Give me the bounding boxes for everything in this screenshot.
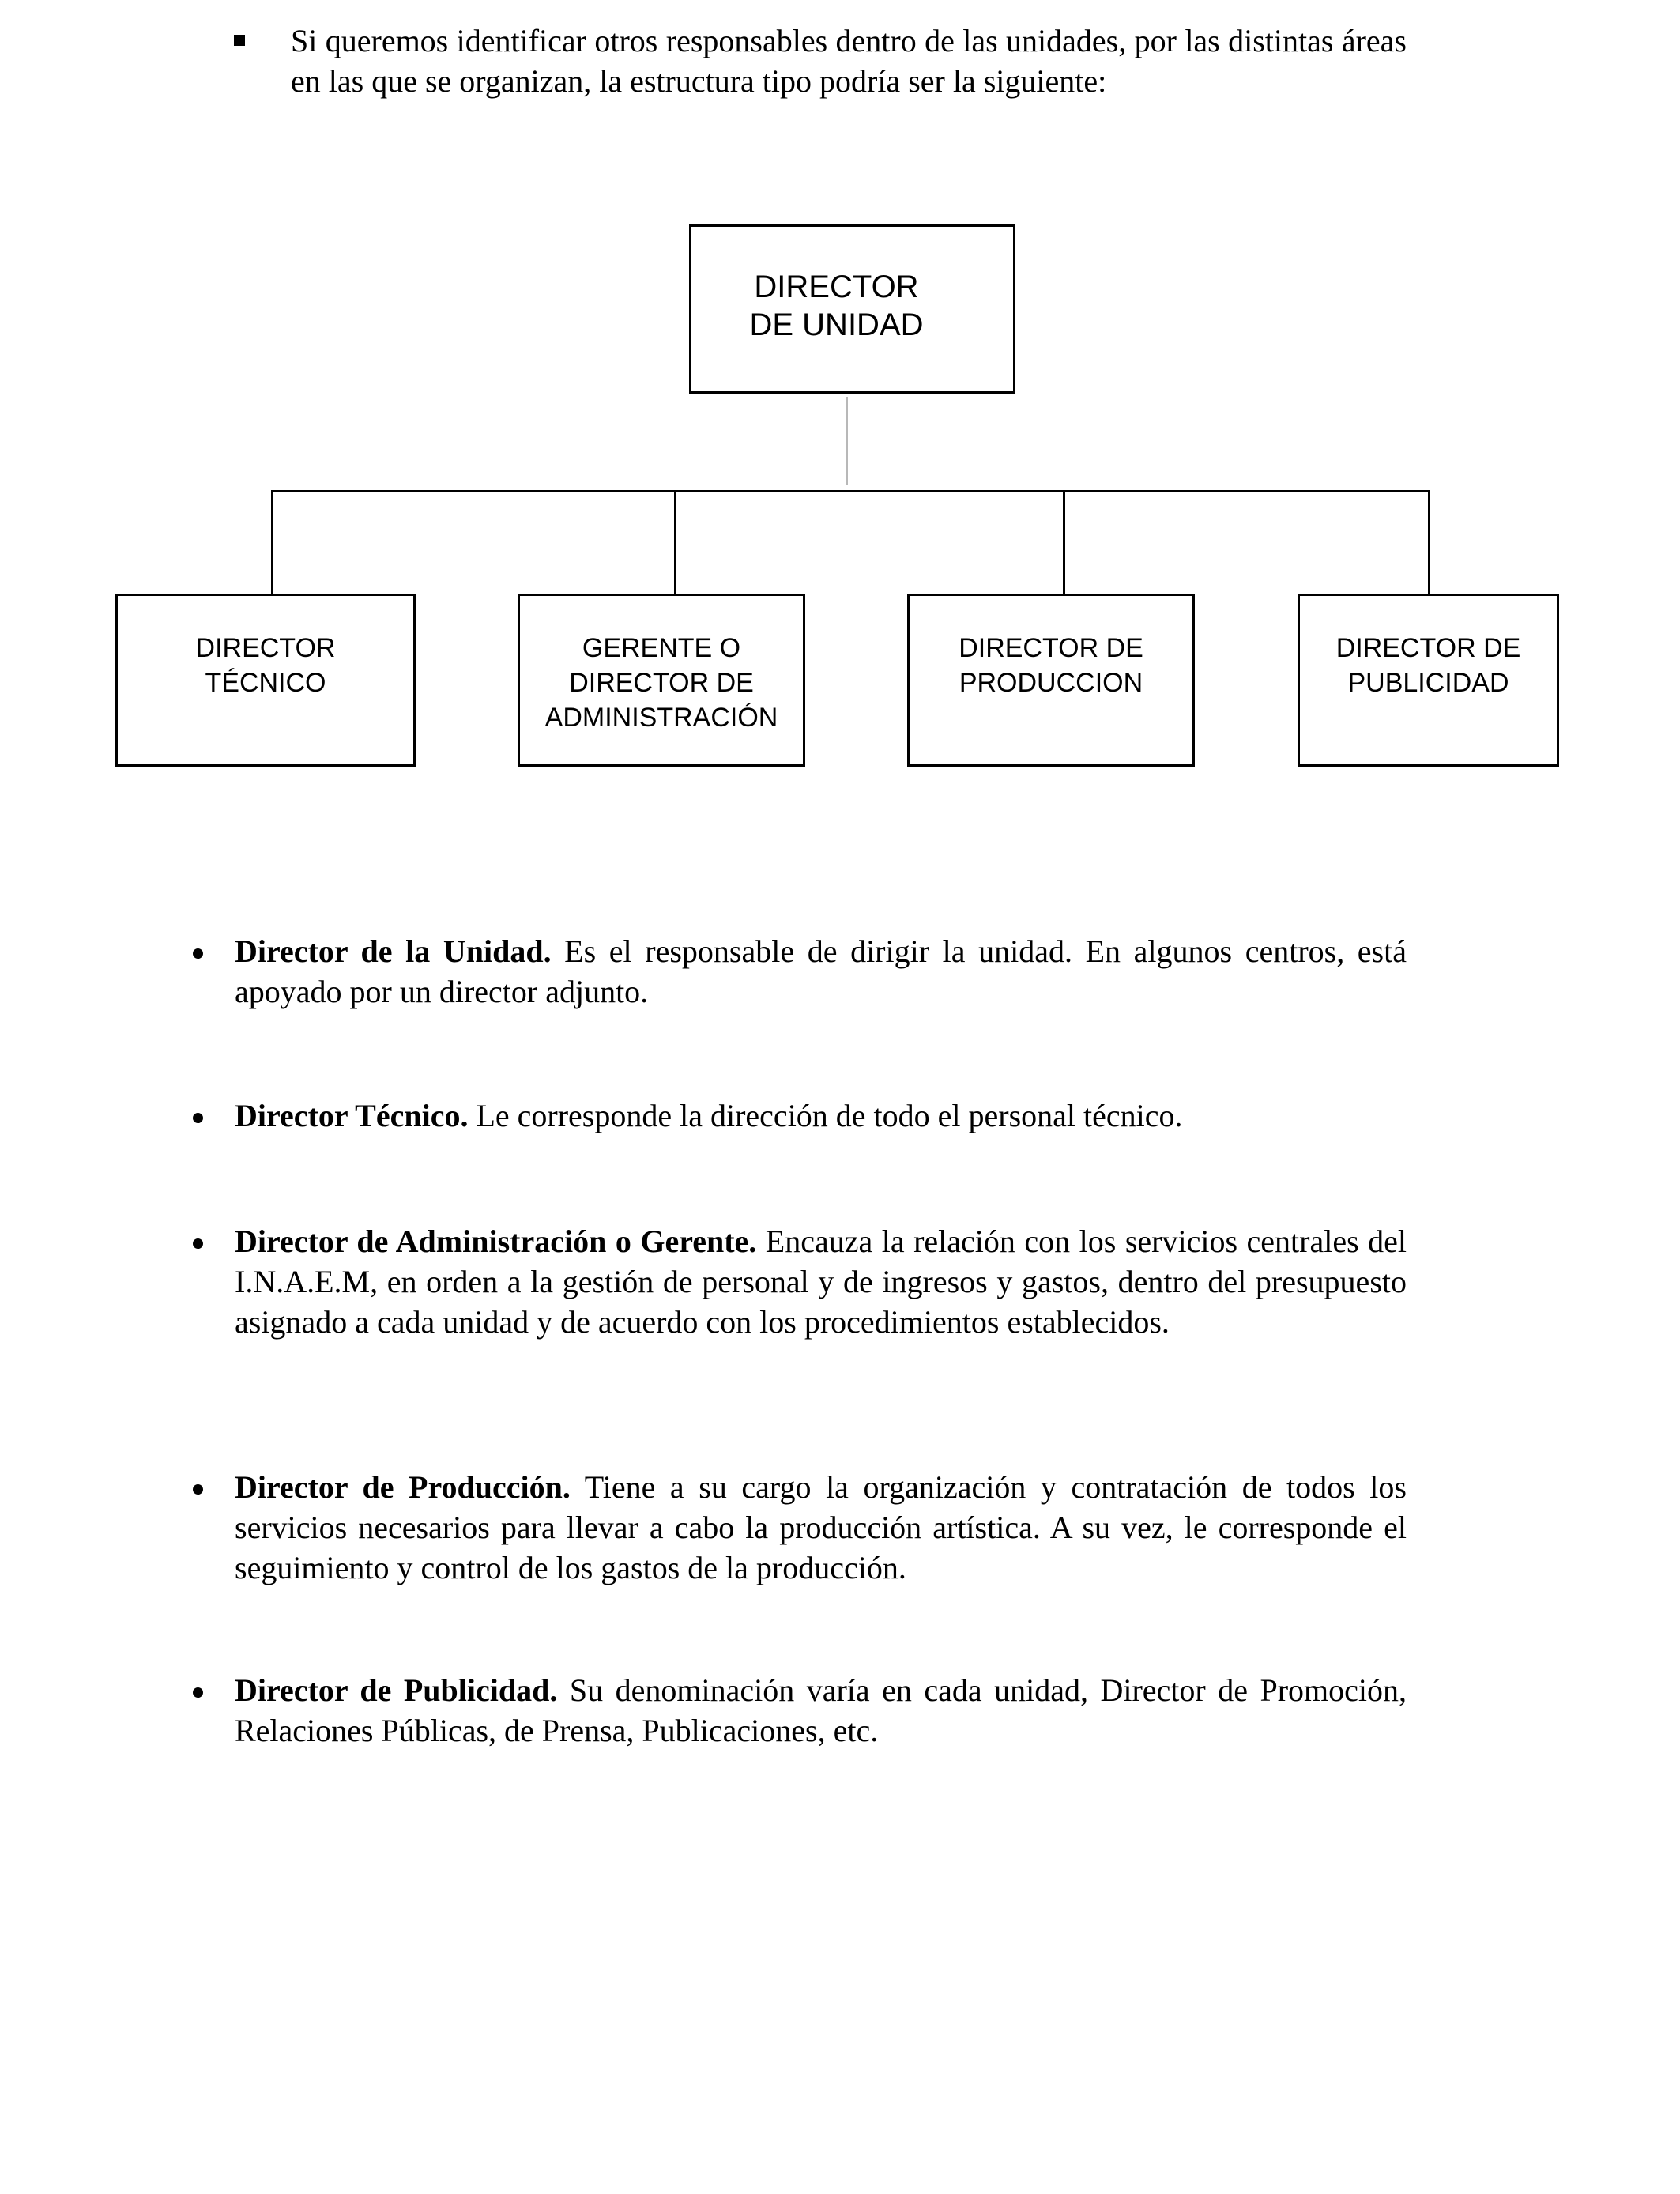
bullet-icon xyxy=(193,1484,203,1495)
definition-text: Es el responsable de dirigir la unidad. En algunos centros, está apoyado por un director adjunto. xyxy=(235,933,1407,1009)
definition-text: Tiene a su cargo la organización y contratación de todos los servicios necesarios para llevar a cabo la producción artística. A su vez, le corresponde el seguimiento y control de los gastos de la producción. xyxy=(235,1469,1407,1585)
org-child-label: DIRECTOR TÉCNICO xyxy=(195,633,336,698)
definition-term: Director de Producción. xyxy=(235,1469,571,1505)
list-item xyxy=(190,1095,1407,1136)
list-item xyxy=(190,1467,1407,1588)
bullet-icon xyxy=(193,1113,203,1123)
org-root-box xyxy=(689,224,1015,394)
definition-text: Su denominación varía en cada unidad, Director de Promoción, Relaciones Públicas, de Prensa, Publicaciones, etc. xyxy=(235,1672,1407,1748)
branch-line-3 xyxy=(1063,490,1065,595)
list-item xyxy=(190,931,1407,1012)
root-connector-line xyxy=(846,397,848,485)
org-child-box-tecnico xyxy=(115,594,416,767)
definition-term: Director de la Unidad. xyxy=(235,933,552,969)
bullet-icon xyxy=(193,1238,203,1249)
definition-term: Director de Administración o Gerente. xyxy=(235,1223,757,1259)
branch-line-2 xyxy=(674,490,676,595)
horizontal-connector-line xyxy=(271,490,1430,492)
branch-line-1 xyxy=(271,490,273,595)
intro-paragraph xyxy=(234,21,1407,101)
definition-term: Director Técnico. xyxy=(235,1098,469,1133)
definition-text: Le corresponde la dirección de todo el personal técnico. xyxy=(468,1098,1183,1133)
list-item xyxy=(190,1221,1407,1342)
definition-term: Director de Publicidad. xyxy=(235,1672,558,1708)
intro-text: Si queremos identificar otros responsables dentro de las unidades, por las distintas áreas en las que se organizan, la estructura tipo podría ser la siguiente: xyxy=(291,23,1407,99)
square-bullet-icon xyxy=(234,35,245,46)
org-child-box-publicidad xyxy=(1298,594,1559,767)
org-child-box-produccion xyxy=(907,594,1195,767)
org-child-label: GERENTE O DIRECTOR DE ADMINISTRACIÓN xyxy=(544,633,778,733)
definition-text: Encauza la relación con los servicios centrales del I.N.A.E.M, en orden a la gestión de personal y de ingresos y gastos, dentro del presupuesto asignado a cada unidad y de acuerdo con los procedimientos establecidos. xyxy=(235,1223,1407,1340)
org-child-label: DIRECTOR DE PUBLICIDAD xyxy=(1335,633,1521,698)
org-root-label: DIRECTOR DE UNIDAD xyxy=(749,270,924,342)
list-item xyxy=(190,1670,1407,1751)
branch-line-4 xyxy=(1428,490,1430,595)
org-child-label: DIRECTOR DE PRODUCCION xyxy=(959,633,1143,698)
bullet-icon xyxy=(193,948,203,959)
org-child-box-administracion xyxy=(518,594,805,767)
bullet-icon xyxy=(193,1687,203,1698)
